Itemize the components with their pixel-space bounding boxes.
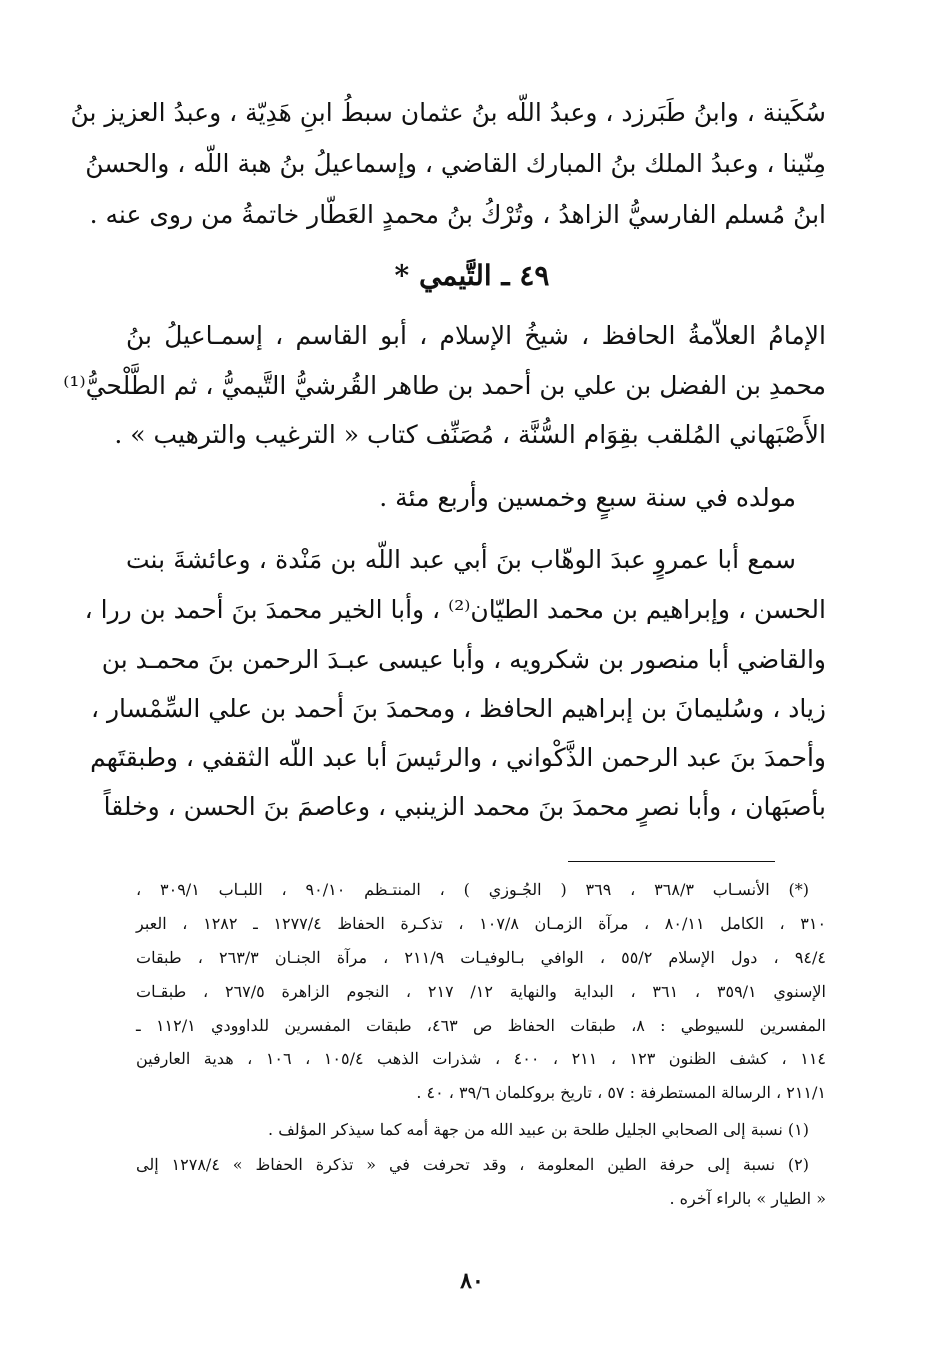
- footnote-line-1: (*) الأنسـاب ٣٦٨/٣ ، ٣٦٩ ( الجُـوزي ) ، المنتـظم ٩٠/١٠ ، اللبـاب ٣٠٩/١ ،: [136, 880, 810, 899]
- footnote-line-7: ٢١١/١ ، الرسالة المستطرفة : ٥٧ ، تاريخ بروكلمان ٣٩/٦ ، ٤٠ .: [416, 1083, 826, 1102]
- paragraph2-line-1: مولده في سنة سبعٍ وخمسين وأربع مئة .: [379, 483, 796, 512]
- continuation-line-2: مِنّينا ، وعبدُ الملك بنُ المبارك القاضي ، وإسماعيلُ بنُ هبة اللّه ، والحسنُ: [85, 149, 826, 178]
- continuation-line-1: سُكَينة ، وابنُ طَبَرزد ، وعبدُ اللّه بنُ عثمان سبطُ ابنِ هَدِيّة ، وعبدُ العزيز بنُ: [70, 98, 826, 127]
- paragraph3-line-4: زياد ، وسُليمانَ بن إبراهيم الحافظ ، ومحمدَ بنَ أحمد بن علي السِّمْسار ،: [90, 694, 826, 723]
- paragraph3-line-3: والقاضي أبا منصور بن شكرويه ، وأبا عيسى عبـدَ الرحمن بنَ محمـد بن: [101, 645, 826, 674]
- page-number: ٨٠: [460, 1268, 484, 1294]
- footnote-line-5: المفسرين للسيوطي : ٨، طبقات الحفاظ ص ٤٦٣، طبقات المفسرين للداوودي ١١٢/١ ـ: [136, 1016, 826, 1035]
- footnote-line-3: ٩٤/٤ ، دول الإسلام ٥٥/٢ ، الوافي بـالوفيـات ٢١١/٩ ، مرآة الجنـان ٢٦٣/٣ ، طبقات: [136, 948, 826, 967]
- paragraph1-line-3: الأَصْبَهاني المُلقب بقِوَام السُّنَّة ، مُصَنِّف كتاب « الترغيب والترهيب » .: [114, 420, 826, 449]
- paragraph3-line-2: الحسن ، وإبراهيم بن محمد الطيّان⁽²⁾ ، وأبا الخير محمدَ بنَ أحمد بن ررا ،: [84, 595, 826, 624]
- paragraph3-line-6: بأصبَهان ، وأبا نصرٍ محمدَ بنَ محمد الزينبي ، وعاصمَ بنَ الحسن ، وخلقاً: [103, 792, 826, 821]
- footnote-2-line-2: « الطيار » بالراء آخره .: [669, 1189, 826, 1208]
- footnote-separator: [568, 861, 775, 862]
- footnote-2-line-1: (٢) نسبة إلى حرفة الطين المعلومة ، وقد تحرفت في « تذكرة الحفاظ » ١٢٧٨/٤ إلى: [136, 1155, 809, 1174]
- continuation-line-3: ابنُ مُسلم الفارسيُّ الزاهدُ ، وتُرْكُ بنُ محمدٍ العَطّار خاتمةُ من روى عنه .: [89, 200, 826, 229]
- paragraph3-line-1: سمع أبا عمروٍ عبدَ الوهّاب بنَ أبي عبد اللّه بن مَنْدة ، وعائشةَ بنت: [126, 545, 796, 574]
- paragraph1-line-1: الإمامُ العلاّمةُ الحافظ ، شيخُ الإسلام ، أبو القاسم ، إسمـاعيلُ بنُ: [126, 321, 826, 350]
- footnote-line-2: ٣١٠ ، الكامل ٨٠/١١ ، مرآة الزمـان ١٠٧/٨ ، تذكـرة الحفاظ ١٢٧٧/٤ ـ ١٢٨٢ ، العبر: [136, 914, 827, 933]
- entry-heading: ٤٩ ـ التَّيمي *: [394, 259, 550, 292]
- footnote-line-6: ١١٤ ، كشف الظنون ١٢٣ ، ٢١١ ، ٤٠٠ ، شذرات الذهب ١٠٥/٤ ، ١٠٦ ، هدية العارفين: [136, 1049, 826, 1068]
- paragraph1-line-2: محمدِ بن الفضل بن علي بن أحمد بن طاهر القُرشيُّ التَّيميُّ ، ثم الطَّلْحيُّ⁽¹⁾: [63, 371, 826, 400]
- paragraph3-line-5: وأحمدَ بنَ عبد الرحمن الذَّكْواني ، والرئيسَ أبا عبد اللّه الثقفي ، وطبقتَهم: [90, 743, 826, 772]
- footnote-line-4: الإسنوي ٣٥٩/١ ، ٣٦١ ، البداية والنهاية ١٢/ ٢١٧ ، النجوم الزاهرة ٢٦٧/٥ ، طبقـات: [136, 982, 826, 1001]
- footnote-1: (١) نسبة إلى الصحابي الجليل طلحة بن عبيد الله من جهة أمه كما سيذكر المؤلف .: [268, 1120, 809, 1139]
